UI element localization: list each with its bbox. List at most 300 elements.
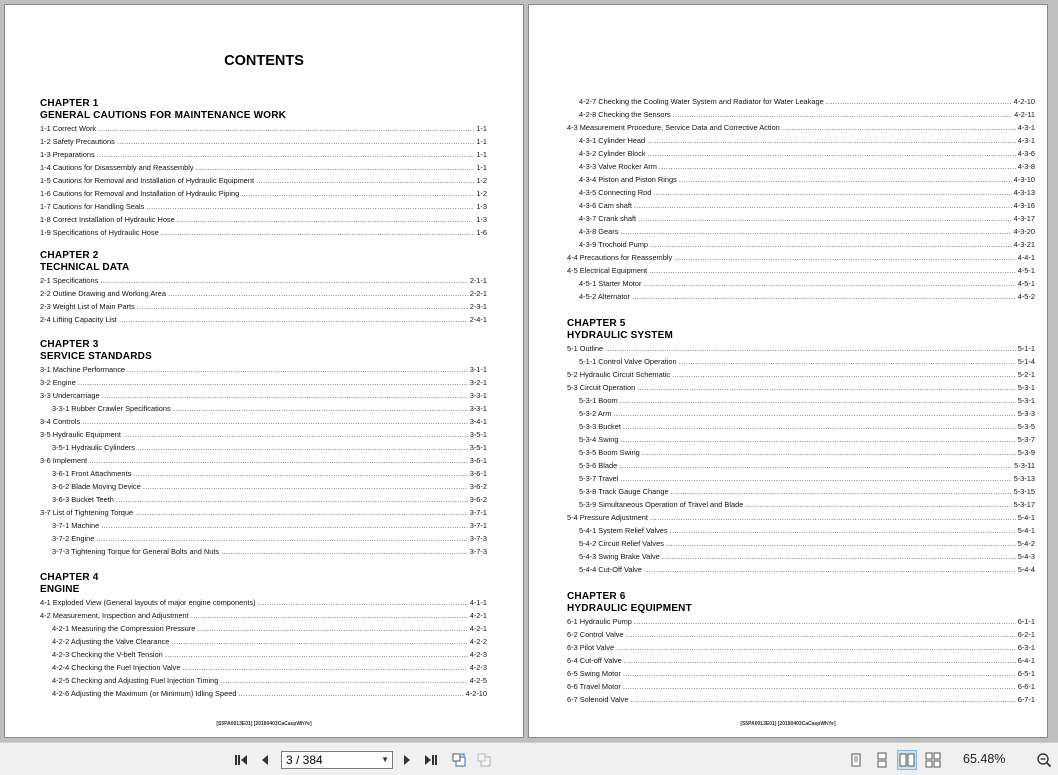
chapter-number: CHAPTER 6 bbox=[567, 591, 626, 602]
toc-entry[interactable] bbox=[40, 226, 487, 239]
toc-leader-dots bbox=[619, 459, 1012, 472]
toc-leader-dots bbox=[745, 498, 1011, 511]
toc-leader-dots bbox=[117, 135, 475, 148]
toc-leader-dots bbox=[613, 407, 1015, 420]
toc-leader-dots bbox=[642, 446, 1016, 459]
toc-leader-dots bbox=[638, 212, 1012, 225]
toc-entry-page: 6-6-1 bbox=[1017, 682, 1035, 691]
chapter-number: CHAPTER 2 bbox=[40, 250, 99, 261]
toc-entry-label: 4-2-7 Checking the Cooling Water System and Radiator for Water Leakage bbox=[579, 97, 824, 106]
toc-entry-label: 1-2 Safety Precautions bbox=[40, 137, 115, 146]
toc-leader-dots bbox=[146, 200, 474, 213]
toc-entry-label: 3-7-1 Machine bbox=[52, 521, 100, 530]
toc-entry-label: 4-2-4 Checking the Fuel Injection Valve bbox=[52, 663, 181, 672]
page-footer: [S5PA0013E01] [20180403CaCaspWhYe] bbox=[740, 721, 836, 727]
toc-leader-dots bbox=[133, 467, 467, 480]
toc-leader-dots bbox=[196, 161, 475, 174]
toc-entry-page: 4-4-1 bbox=[1017, 253, 1035, 262]
toc-entry[interactable] bbox=[567, 264, 1035, 277]
toc-leader-dots bbox=[653, 186, 1011, 199]
toc-entry[interactable] bbox=[567, 160, 1035, 173]
chapter-block bbox=[40, 250, 487, 326]
toc-entry[interactable] bbox=[40, 635, 487, 648]
toc-leader-dots bbox=[127, 363, 468, 376]
toc-entry-label: 3-5-1 Hydraulic Cylinders bbox=[52, 443, 135, 452]
toc-leader-dots bbox=[191, 609, 468, 622]
toc-leader-dots bbox=[101, 519, 467, 532]
chapter-title: TECHNICAL DATA bbox=[40, 262, 130, 273]
toc-entry-page: 2-1-1 bbox=[469, 276, 487, 285]
toc-entry-label: 1-7 Cautions for Handling Seals bbox=[40, 202, 145, 211]
continuous-scroll-view-icon[interactable] bbox=[872, 750, 892, 770]
previous-page-icon[interactable] bbox=[255, 750, 275, 770]
toc-entry[interactable] bbox=[40, 532, 487, 545]
toc-entry[interactable] bbox=[40, 363, 487, 376]
toc-entry-page: 4-5-2 bbox=[1017, 292, 1035, 301]
toc-entry-label: 4-3-5 Connecting Rod bbox=[579, 188, 652, 197]
toc-entry-page: 4-2-11 bbox=[1014, 110, 1035, 119]
toc-entry[interactable] bbox=[40, 674, 487, 687]
toc-entry-page: 3-5-1 bbox=[469, 443, 487, 452]
rotate-clockwise-icon[interactable] bbox=[474, 750, 494, 770]
toc-leader-dots bbox=[616, 641, 1016, 654]
toc-leader-dots bbox=[177, 213, 475, 226]
toc-entry[interactable] bbox=[567, 654, 1035, 667]
toc-entry-page: 4-2-1 bbox=[469, 611, 487, 620]
toc-leader-dots bbox=[173, 402, 468, 415]
toc-leader-dots bbox=[123, 428, 468, 441]
toc-entry-page: 1-2 bbox=[476, 176, 487, 185]
chapter-block bbox=[40, 339, 487, 558]
toc-entry-page: 2-2-1 bbox=[469, 289, 487, 298]
toc-leader-dots bbox=[782, 121, 1016, 134]
toc-entry-page: 6-2-1 bbox=[1017, 630, 1035, 639]
skip-to-first-icon[interactable] bbox=[231, 750, 251, 770]
toc-entry[interactable] bbox=[40, 415, 487, 428]
toc-entry-page: 5-3-7 bbox=[1017, 435, 1035, 444]
toc-entry-label: 5-2 Hydraulic Circuit Schematic bbox=[567, 370, 671, 379]
toc-entry-page: 3-4-1 bbox=[469, 417, 487, 426]
toc-entry-page: 5-3-5 bbox=[1017, 422, 1035, 431]
toc-entry-label: 5-3-3 Bucket bbox=[579, 422, 621, 431]
toc-entry-label: 5-3-6 Blade bbox=[579, 461, 618, 470]
toc-entry-label: 4-2-8 Checking the Sensors bbox=[579, 110, 671, 119]
toc-leader-dots bbox=[623, 667, 1016, 680]
toc-entry-page: 3-7-3 bbox=[469, 547, 487, 556]
toc-leader-dots bbox=[165, 648, 468, 661]
toc-entry-label: 2-1 Specifications bbox=[40, 276, 99, 285]
chapter-block bbox=[40, 572, 487, 700]
chevron-down-icon: ▼ bbox=[381, 755, 389, 764]
toc-entry-label: 4-3-6 Cam shaft bbox=[579, 201, 632, 210]
toc-entry-page: 1-1 bbox=[476, 163, 487, 172]
toc-entry-label: 6-2 Control Valve bbox=[567, 630, 624, 639]
toc-entry-label: 3-7-3 Tightening Torque for General Bolts and Nuts bbox=[52, 547, 220, 556]
toc-leader-dots bbox=[632, 290, 1016, 303]
toc-leader-dots bbox=[161, 226, 475, 239]
toc-entry[interactable] bbox=[40, 402, 487, 415]
toc-leader-dots bbox=[679, 173, 1012, 186]
toc-entry-page: 4-3-6 bbox=[1017, 149, 1035, 158]
toc-leader-dots bbox=[826, 95, 1012, 108]
toc-entry-label: 4-2-2 Adjusting the Valve Clearance bbox=[52, 637, 170, 646]
toc-entry-label: 3-6 Implement bbox=[40, 456, 88, 465]
toc-leader-dots bbox=[256, 174, 474, 187]
chapter-number: CHAPTER 1 bbox=[40, 98, 99, 109]
toc-entry-label: 5-3-4 Swing bbox=[579, 435, 619, 444]
toc-entry[interactable] bbox=[567, 433, 1035, 446]
toc-entry-label: 3-6-3 Bucket Teeth bbox=[52, 495, 114, 504]
toc-entry[interactable] bbox=[567, 680, 1035, 693]
toc-leader-dots bbox=[674, 251, 1016, 264]
toc-entry-label: 6-4 Cut-off Valve bbox=[567, 656, 622, 665]
chapter-block bbox=[567, 318, 1035, 576]
toc-entry-label: 4-5-1 Starter Motor bbox=[579, 279, 642, 288]
toc-leader-dots bbox=[620, 225, 1011, 238]
toc-entry[interactable] bbox=[40, 519, 487, 532]
toc-entry-label: 5-3 Circuit Operation bbox=[567, 383, 636, 392]
toc-entry-page: 2-3-1 bbox=[469, 302, 487, 311]
toc-entry[interactable] bbox=[40, 661, 487, 674]
toc-entry[interactable] bbox=[567, 563, 1035, 576]
toc-entry-page: 5-3-1 bbox=[1017, 396, 1035, 405]
toc-entry-label: 3-7-2 Engine bbox=[52, 534, 95, 543]
toc-entry-label: 5-1 Outline bbox=[567, 344, 604, 353]
toc-entry-page: 6-3-1 bbox=[1017, 643, 1035, 652]
toc-entry[interactable] bbox=[40, 187, 487, 200]
toc-entry-page: 4-2-2 bbox=[469, 637, 487, 646]
toc-entry[interactable] bbox=[40, 200, 487, 213]
toc-entry[interactable] bbox=[567, 537, 1035, 550]
toc-entry[interactable] bbox=[40, 467, 487, 480]
toc-entry[interactable] bbox=[567, 394, 1035, 407]
toc-entry[interactable] bbox=[567, 693, 1035, 706]
toc-entry-label: 5-1-1 Control Valve Operation bbox=[579, 357, 677, 366]
toc-leader-dots bbox=[605, 342, 1016, 355]
toc-entry[interactable] bbox=[40, 428, 487, 441]
toc-entry[interactable] bbox=[567, 446, 1035, 459]
toc-entry[interactable] bbox=[567, 147, 1035, 160]
toc-entry[interactable] bbox=[567, 290, 1035, 303]
toc-entry-page: 4-5-1 bbox=[1017, 279, 1035, 288]
toc-leader-dots bbox=[82, 415, 467, 428]
toc-leader-dots bbox=[634, 615, 1016, 628]
toc-entry[interactable] bbox=[567, 485, 1035, 498]
toc-entry-label: 2-2 Outline Drawing and Working Area bbox=[40, 289, 166, 298]
toc-leader-dots bbox=[135, 506, 468, 519]
toc-leader-dots bbox=[98, 122, 474, 135]
toc-entry-label: 3-7 List of Tightening Torque bbox=[40, 508, 134, 517]
toc-entry-page: 5-4-4 bbox=[1017, 565, 1035, 574]
page-right bbox=[528, 4, 1048, 738]
toc-leader-dots bbox=[116, 493, 468, 506]
toc-entry[interactable] bbox=[567, 95, 1035, 108]
toc-entry[interactable] bbox=[567, 667, 1035, 680]
toc-entry[interactable] bbox=[40, 648, 487, 661]
toc-entry-page: 3-7-1 bbox=[469, 521, 487, 530]
toc-leader-dots bbox=[671, 485, 1012, 498]
toc-leader-dots bbox=[626, 628, 1016, 641]
two-page-view-icon[interactable] bbox=[897, 750, 917, 770]
toc-entry[interactable] bbox=[567, 225, 1035, 238]
toc-entry-label: 6-7 Solenoid Valve bbox=[567, 695, 629, 704]
toc-entry-label: 3-6-1 Front Attachments bbox=[52, 469, 132, 478]
toc-entry[interactable] bbox=[567, 108, 1035, 121]
toc-leader-dots bbox=[258, 596, 468, 609]
toc-entry[interactable] bbox=[567, 186, 1035, 199]
toc-entry-label: 5-3-8 Track Gauge Change bbox=[579, 487, 669, 496]
toc-entry-label: 4-5-2 Alternator bbox=[579, 292, 630, 301]
chapter-number: CHAPTER 3 bbox=[40, 339, 99, 350]
toc-entry-page: 4-3-10 bbox=[1013, 175, 1035, 184]
toc-entry-page: 1-1 bbox=[476, 150, 487, 159]
toc-leader-dots bbox=[182, 661, 467, 674]
chapter-block bbox=[567, 591, 1035, 706]
toc-entry-label: 3-3 Undercarriage bbox=[40, 391, 100, 400]
toc-entry[interactable] bbox=[40, 480, 487, 493]
toc-leader-dots bbox=[670, 524, 1016, 537]
bottom-toolbar bbox=[0, 742, 1058, 775]
toc-entry[interactable] bbox=[40, 622, 487, 635]
toc-entry[interactable] bbox=[567, 238, 1035, 251]
toc-entry[interactable] bbox=[567, 173, 1035, 186]
toc-leader-dots bbox=[648, 147, 1016, 160]
toc-leader-dots bbox=[89, 454, 467, 467]
chapter-block bbox=[40, 98, 487, 239]
toc-leader-dots bbox=[637, 381, 1016, 394]
toc-entry[interactable] bbox=[567, 212, 1035, 225]
next-page-icon[interactable] bbox=[397, 750, 417, 770]
chapter-title: ENGINE bbox=[40, 584, 80, 595]
toc-leader-dots bbox=[644, 563, 1016, 576]
toc-entry-page: 6-5-1 bbox=[1017, 669, 1035, 678]
toc-entry[interactable] bbox=[567, 134, 1035, 147]
toc-entry-label: 3-2 Engine bbox=[40, 378, 76, 387]
toc-entry-label: 1-8 Correct Installation of Hydraulic Hose bbox=[40, 215, 175, 224]
toc-entry[interactable] bbox=[40, 287, 487, 300]
toc-entry[interactable] bbox=[40, 596, 487, 609]
toc-entry-label: 1-3 Preparations bbox=[40, 150, 95, 159]
toc-leader-dots bbox=[100, 274, 467, 287]
toc-entry[interactable] bbox=[567, 628, 1035, 641]
toc-entry[interactable] bbox=[567, 615, 1035, 628]
two-page-continuous-view-icon[interactable] bbox=[923, 750, 943, 770]
toc-leader-dots bbox=[662, 550, 1016, 563]
toc-entry-page: 3-3-1 bbox=[469, 391, 487, 400]
toc-leader-dots bbox=[78, 376, 468, 389]
toc-leader-dots bbox=[221, 545, 468, 558]
toc-leader-dots bbox=[96, 532, 467, 545]
toc-entry[interactable] bbox=[567, 342, 1035, 355]
toc-entry-page: 4-3-16 bbox=[1013, 201, 1035, 210]
toc-entry-page: 4-2-10 bbox=[465, 689, 487, 698]
toc-entry-page: 4-3-21 bbox=[1013, 240, 1035, 249]
toc-entry[interactable] bbox=[567, 498, 1035, 511]
toc-entry-page: 3-7-3 bbox=[469, 534, 487, 543]
toc-entry-label: 4-3-2 Cylinder Block bbox=[579, 149, 646, 158]
toc-entry-label: 3-1 Machine Performance bbox=[40, 365, 126, 374]
toc-entry[interactable] bbox=[40, 313, 487, 326]
toc-entry-page: 5-3-17 bbox=[1013, 500, 1035, 509]
toc-entry-page: 1-3 bbox=[476, 202, 487, 211]
toc-entry-label: 5-3-2 Arm bbox=[579, 409, 612, 418]
toc-entry-page: 4-5-1 bbox=[1017, 266, 1035, 275]
toc-entry-page: 5-3-11 bbox=[1014, 461, 1035, 470]
toc-entry-page: 5-2-1 bbox=[1017, 370, 1035, 379]
page-indicator-text: 3 / 384 bbox=[286, 753, 323, 767]
toc-entry[interactable] bbox=[567, 550, 1035, 563]
toc-entry-label: 4-2-6 Adjusting the Maximum (or Minimum) Idling Speed bbox=[52, 689, 237, 698]
toc-leader-dots bbox=[171, 635, 467, 648]
chapter-number: CHAPTER 4 bbox=[40, 572, 99, 583]
toc-entry-page: 3-1-1 bbox=[469, 365, 487, 374]
toc-entry-label: 6-3 Pilot Valve bbox=[567, 643, 615, 652]
toc-entry[interactable] bbox=[40, 376, 487, 389]
toc-leader-dots bbox=[672, 368, 1016, 381]
toc-entry-label: 4-3-8 Gears bbox=[579, 227, 619, 236]
toc-entry-label: 5-3-9 Simultaneous Operation of Travel and Blade bbox=[579, 500, 744, 509]
toc-entry-page: 3-5-1 bbox=[469, 430, 487, 439]
toc-entry-page: 5-3-13 bbox=[1013, 474, 1035, 483]
toc-leader-dots bbox=[241, 187, 474, 200]
toc-entry[interactable] bbox=[567, 368, 1035, 381]
toc-entry-page: 4-2-3 bbox=[469, 663, 487, 672]
toc-entry-page: 5-3-9 bbox=[1017, 448, 1035, 457]
chapter-title: HYDRAULIC EQUIPMENT bbox=[567, 603, 692, 614]
toc-entry-page: 3-6-2 bbox=[469, 495, 487, 504]
toc-leader-dots bbox=[666, 537, 1016, 550]
toc-entry[interactable] bbox=[567, 420, 1035, 433]
toc-entry[interactable] bbox=[40, 687, 487, 700]
toc-entry[interactable] bbox=[40, 174, 487, 187]
toc-entry-page: 2-4-1 bbox=[469, 315, 487, 324]
toc-leader-dots bbox=[102, 389, 468, 402]
toc-entry-page: 6-1-1 bbox=[1017, 617, 1035, 626]
continued-entries-block bbox=[567, 95, 1035, 303]
toc-entry[interactable] bbox=[40, 441, 487, 454]
toc-leader-dots bbox=[650, 511, 1016, 524]
toc-entry[interactable] bbox=[40, 213, 487, 226]
toc-leader-dots bbox=[624, 654, 1016, 667]
skip-to-last-icon[interactable] bbox=[421, 750, 441, 770]
toc-entry-page: 5-3-15 bbox=[1013, 487, 1035, 496]
toc-entry[interactable] bbox=[40, 609, 487, 622]
toc-entry-label: 4-3-9 Trochoid Pump bbox=[579, 240, 649, 249]
page-number-select[interactable] bbox=[281, 751, 393, 769]
zoom-level[interactable]: 65.48% bbox=[963, 752, 1006, 766]
toc-leader-dots bbox=[143, 480, 468, 493]
toc-entry-label: 1-4 Cautions for Disassembly and Reassembly bbox=[40, 163, 194, 172]
toc-leader-dots bbox=[620, 472, 1011, 485]
toc-leader-dots bbox=[620, 433, 1015, 446]
toc-entry-label: 5-3-5 Boom Swing bbox=[579, 448, 640, 457]
toc-entry[interactable] bbox=[40, 161, 487, 174]
toc-entry-page: 5-1-1 bbox=[1017, 344, 1035, 353]
toc-entry-label: 4-2-1 Measuring the Compression Pressure bbox=[52, 624, 196, 633]
toc-entry[interactable] bbox=[40, 389, 487, 402]
toc-entry[interactable] bbox=[567, 199, 1035, 212]
chapter-title: GENERAL CAUTIONS FOR MAINTENANCE WORK bbox=[40, 110, 287, 121]
page-left bbox=[4, 4, 524, 738]
toc-entry-page: 3-3-1 bbox=[469, 404, 487, 413]
toc-entry-label: 4-3-7 Crank shaft bbox=[579, 214, 637, 223]
toc-entry-label: 3-4 Controls bbox=[40, 417, 81, 426]
toc-entry-page: 5-3-1 bbox=[1017, 383, 1035, 392]
toc-leader-dots bbox=[623, 680, 1016, 693]
single-page-view-icon[interactable] bbox=[846, 750, 866, 770]
toc-entry-page: 1-2 bbox=[476, 189, 487, 198]
toc-entry[interactable] bbox=[40, 274, 487, 287]
toc-entry[interactable] bbox=[40, 506, 487, 519]
toc-entry-label: 6-6 Travel Motor bbox=[567, 682, 621, 691]
toc-entry-label: 4-3-1 Cylinder Head bbox=[579, 136, 646, 145]
toc-entry[interactable] bbox=[40, 300, 487, 313]
toc-entry-page: 5-1-4 bbox=[1017, 357, 1035, 366]
toc-entry[interactable] bbox=[40, 135, 487, 148]
toc-entry[interactable] bbox=[567, 524, 1035, 537]
toc-leader-dots bbox=[238, 687, 463, 700]
toc-entry[interactable] bbox=[567, 472, 1035, 485]
chapter-title: SERVICE STANDARDS bbox=[40, 351, 152, 362]
toc-entry-page: 4-3-8 bbox=[1017, 162, 1035, 171]
toc-entry[interactable] bbox=[567, 121, 1035, 134]
toc-entry[interactable] bbox=[567, 641, 1035, 654]
toc-entry[interactable] bbox=[567, 407, 1035, 420]
toc-entry[interactable] bbox=[567, 381, 1035, 394]
toc-entry-page: 5-3-3 bbox=[1017, 409, 1035, 418]
toc-leader-dots bbox=[623, 420, 1016, 433]
toc-leader-dots bbox=[643, 277, 1015, 290]
toc-entry[interactable] bbox=[40, 545, 487, 558]
toc-entry-page: 5-4-2 bbox=[1017, 539, 1035, 548]
toc-entry[interactable] bbox=[40, 493, 487, 506]
toc-entry-page: 4-2-1 bbox=[469, 624, 487, 633]
toc-entry-page: 5-4-1 bbox=[1017, 513, 1035, 522]
toc-leader-dots bbox=[220, 674, 467, 687]
toc-entry[interactable] bbox=[567, 277, 1035, 290]
toc-entry[interactable] bbox=[40, 454, 487, 467]
toc-entry-page: 4-2-10 bbox=[1013, 97, 1035, 106]
toc-entry-label: 5-4 Pressure Adjustment bbox=[567, 513, 648, 522]
toc-leader-dots bbox=[659, 160, 1016, 173]
zoom-out-icon[interactable] bbox=[1034, 750, 1054, 770]
toc-entry-page: 4-3-13 bbox=[1013, 188, 1035, 197]
chapter-number: CHAPTER 5 bbox=[567, 318, 626, 329]
toc-entry-label: 4-2 Measurement, Inspection and Adjustment bbox=[40, 611, 189, 620]
toc-entry-label: 4-4 Precautions for Reassembly bbox=[567, 253, 673, 262]
toc-leader-dots bbox=[649, 264, 1016, 277]
toc-entry[interactable] bbox=[40, 122, 487, 135]
toc-entry-page: 6-7-1 bbox=[1017, 695, 1035, 704]
toc-entry[interactable] bbox=[567, 459, 1035, 472]
toc-entry[interactable] bbox=[567, 355, 1035, 368]
toc-entry[interactable] bbox=[40, 148, 487, 161]
toc-entry[interactable] bbox=[567, 511, 1035, 524]
chapter-title: HYDRAULIC SYSTEM bbox=[567, 330, 673, 341]
rotate-counterclockwise-icon[interactable] bbox=[449, 750, 469, 770]
toc-entry-label: 4-3-4 Piston and Piston Rings bbox=[579, 175, 677, 184]
toc-entry-label: 1-6 Cautions for Removal and Installation of Hydraulic Piping bbox=[40, 189, 240, 198]
toc-entry-label: 4-5 Electrical Equipment bbox=[567, 266, 648, 275]
toc-entry-label: 5-3-7 Travel bbox=[579, 474, 619, 483]
page-footer: [S5PA0013E01] [20180403CaCaspWhYe] bbox=[216, 721, 312, 727]
toc-entry-label: 2-3 Weight List of Main Parts bbox=[40, 302, 135, 311]
toc-entry-label: 1-1 Correct Work bbox=[40, 124, 97, 133]
toc-entry[interactable] bbox=[567, 251, 1035, 264]
toc-entry-page: 5-4-1 bbox=[1017, 526, 1035, 535]
toc-entry-label: 4-2-3 Checking the V-belt Tension bbox=[52, 650, 163, 659]
toc-entry-label: 6-1 Hydraulic Pump bbox=[567, 617, 632, 626]
